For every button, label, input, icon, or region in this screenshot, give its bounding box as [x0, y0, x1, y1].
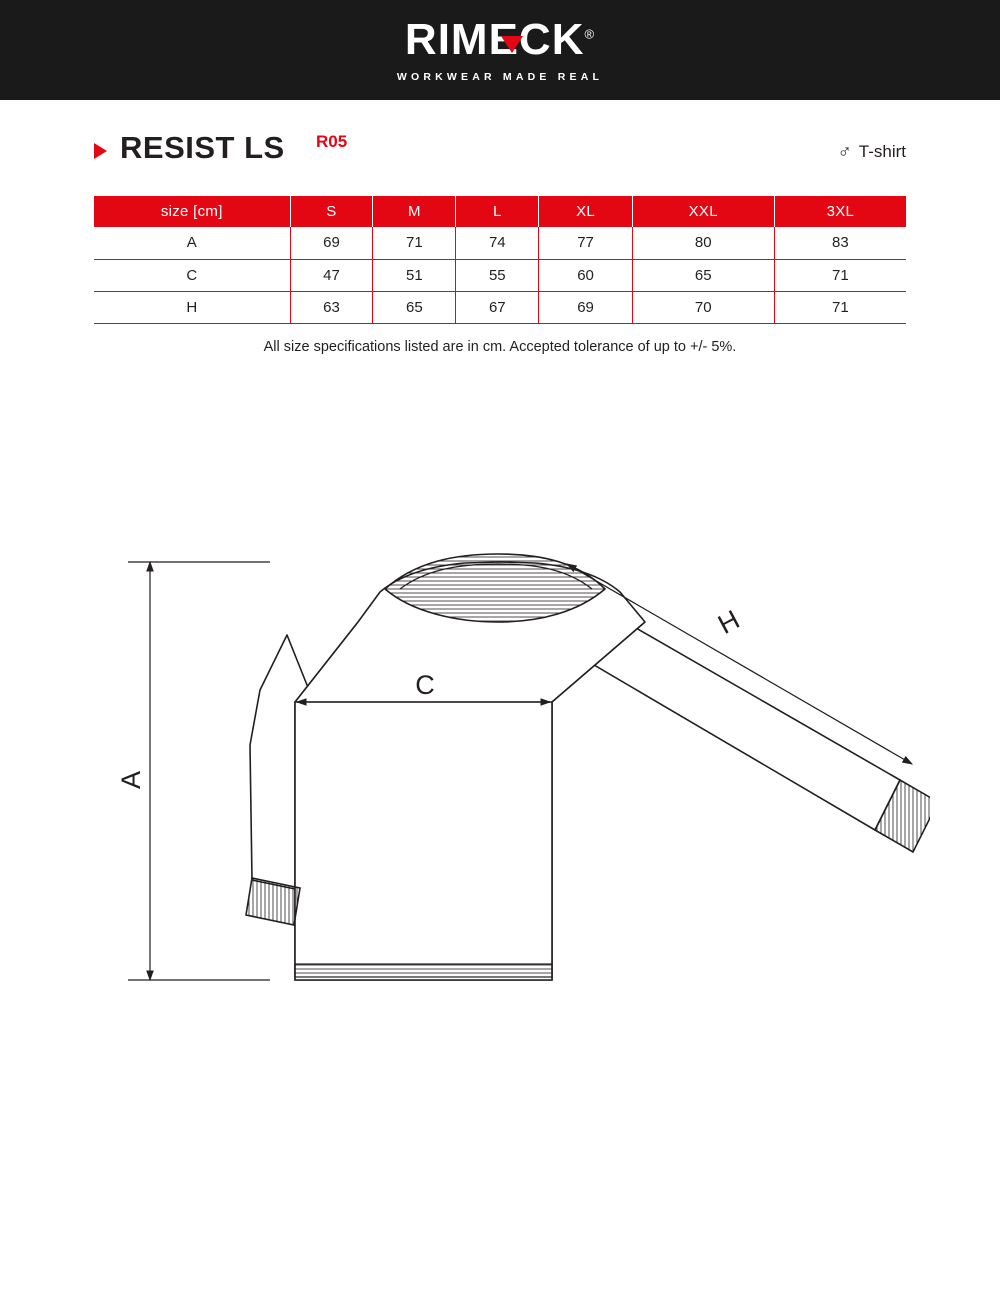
table-cell: 77	[539, 227, 633, 259]
male-gender-icon: ♂	[837, 141, 852, 163]
garment-technical-drawing	[100, 540, 930, 1020]
table-row	[94, 259, 906, 291]
measurement-label-h: H	[713, 604, 745, 640]
table-cell: 60	[539, 259, 633, 291]
size-table	[94, 196, 906, 324]
row-label: A	[94, 227, 290, 259]
product-code: R05	[316, 132, 348, 151]
table-cell: 69	[539, 291, 633, 323]
table-header-cell: XL	[539, 196, 633, 227]
size-table-body	[94, 227, 906, 323]
table-cell: 80	[632, 227, 774, 259]
table-header-cell: M	[373, 196, 456, 227]
brand-tagline: WORKWEAR MADE REAL	[396, 70, 604, 83]
table-cell: 71	[373, 227, 456, 259]
size-table-head	[94, 196, 906, 227]
measurement-label-c: C	[415, 670, 435, 700]
brand-logo	[404, 14, 596, 64]
product-category-label: T-shirt	[858, 142, 906, 161]
table-header-cell: 3XL	[774, 196, 906, 227]
table-header-cell: L	[456, 196, 539, 227]
table-row	[94, 291, 906, 323]
measurement-label-a: A	[116, 770, 146, 790]
table-cell: 65	[373, 291, 456, 323]
tolerance-note: All size specifications listed are in cm. Accepted tolerance of up to +/- 5%.	[263, 339, 737, 355]
table-cell: 51	[373, 259, 456, 291]
page-title: RESIST LS	[120, 130, 285, 165]
table-cell: 83	[774, 227, 906, 259]
product-title-row	[94, 130, 906, 176]
table-header-cell: size [cm]	[94, 196, 290, 227]
table-cell: 63	[290, 291, 373, 323]
table-row	[94, 227, 906, 259]
brand-header	[0, 0, 1000, 100]
table-cell: 67	[456, 291, 539, 323]
table-cell: 55	[456, 259, 539, 291]
row-label: H	[94, 291, 290, 323]
table-header-row	[94, 196, 906, 227]
table-header-cell: XXL	[632, 196, 774, 227]
row-label: C	[94, 259, 290, 291]
table-cell: 70	[632, 291, 774, 323]
table-cell: 65	[632, 259, 774, 291]
table-cell: 71	[774, 259, 906, 291]
registered-mark: ®	[584, 25, 596, 41]
logo-diamond-icon	[501, 36, 523, 53]
table-header-cell: S	[290, 196, 373, 227]
table-cell: 71	[774, 291, 906, 323]
brand-wordmark-text: RIMECK	[404, 14, 585, 64]
product-category	[838, 142, 906, 162]
table-cell: 69	[290, 227, 373, 259]
table-cell: 74	[456, 227, 539, 259]
triangle-arrow-icon	[94, 143, 107, 159]
table-cell: 47	[290, 259, 373, 291]
